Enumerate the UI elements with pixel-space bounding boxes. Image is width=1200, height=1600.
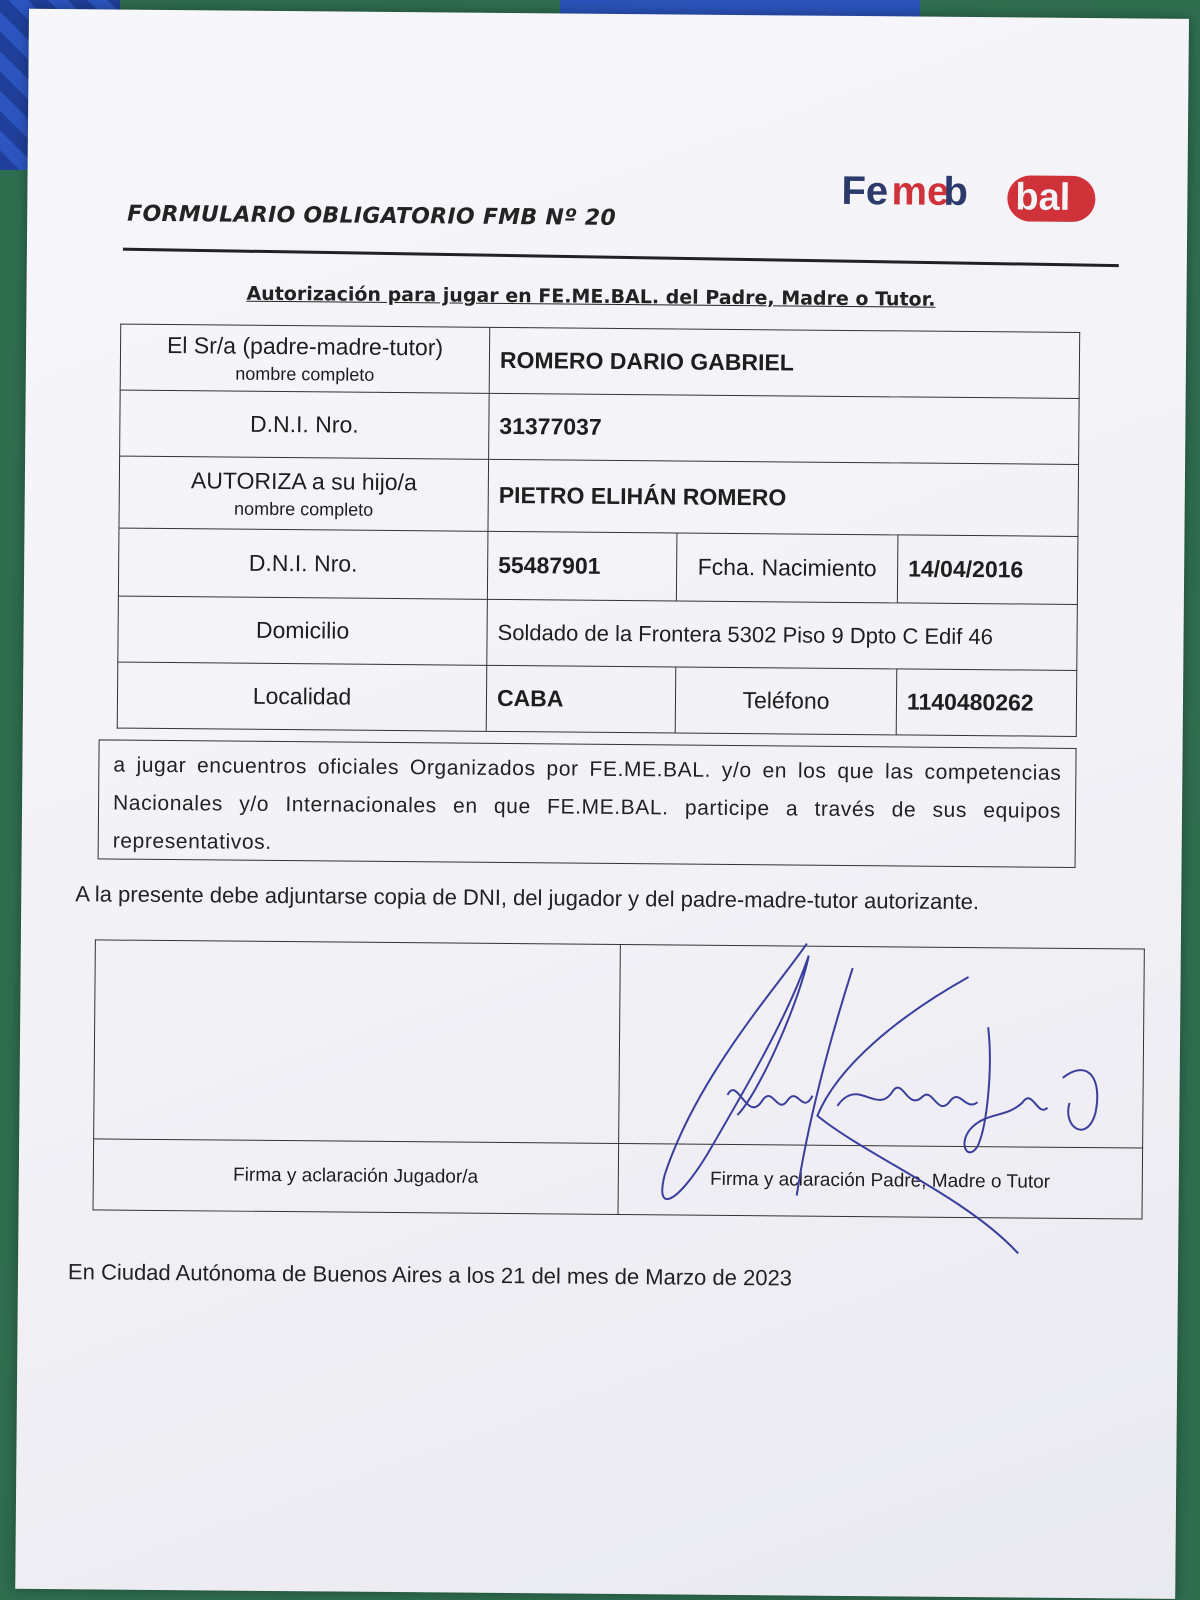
form-subtitle: Autorización para jugar en FE.ME.BAL. del Padre, Madre o Tutor. — [246, 282, 936, 311]
parent-dni-value: 31377037 — [489, 393, 1080, 464]
birth-date-value: 14/04/2016 — [897, 535, 1078, 605]
authorization-paragraph: a jugar encuentros oficiales Organizados por FE.ME.BAL. y/o en los que las competencias Nacionales y/o Internacionales en que FE.ME.BAL. participe a través de sus equipos representativos. — [98, 739, 1077, 868]
child-dni-row — [118, 528, 1078, 604]
parent-name-row — [120, 324, 1080, 398]
address-value: Soldado de la Frontera 5302 Piso 9 Dpto C Edif 46 — [487, 599, 1078, 670]
address-row — [118, 596, 1078, 670]
signature-caption-row — [93, 1139, 1143, 1219]
child-name-row — [119, 456, 1079, 536]
authorization-table — [117, 324, 1080, 737]
svg-text:bal: bal — [1015, 176, 1071, 219]
player-signature-box — [94, 940, 620, 1144]
parent-dni-label: D.N.I. Nro. — [120, 390, 490, 459]
player-signature-caption: Firma y aclaración Jugador/a — [93, 1139, 618, 1215]
child-dni-value: 55487901 — [487, 531, 677, 601]
form-title: FORMULARIO OBLIGATORIO FMB Nº 20 — [127, 201, 617, 231]
locality-label: Localidad — [117, 662, 487, 731]
parent-name-label-cell — [120, 324, 490, 393]
signature-space-row — [94, 940, 1145, 1148]
parent-dni-row — [120, 390, 1080, 464]
child-name-sublabel: nombre completo — [234, 498, 374, 520]
parent-name-sublabel: nombre completo — [235, 363, 375, 385]
signature-table — [93, 939, 1145, 1219]
phone-label: Teléfono — [675, 667, 897, 735]
parent-name-label: El Sr/a (padre-madre-tutor) — [166, 331, 444, 360]
svg-text:me: me — [891, 169, 950, 214]
parent-name-value: ROMERO DARIO GABRIEL — [489, 327, 1080, 398]
child-dni-label: D.N.I. Nro. — [118, 528, 488, 599]
child-name-label-cell — [119, 456, 489, 531]
femebal-logo — [841, 166, 1101, 224]
birth-date-label: Fcha. Nacimiento — [676, 533, 898, 603]
parent-signature-box — [618, 944, 1144, 1148]
place-and-date: En Ciudad Autónoma de Buenos Aires a los 21 del mes de Marzo de 2023 — [67, 1259, 793, 1291]
address-label: Domicilio — [118, 596, 488, 665]
svg-text:b: b — [943, 169, 969, 214]
title-divider — [123, 248, 1119, 268]
child-name-label: AUTORIZA a su hijo/a — [190, 466, 417, 495]
child-name-value: PIETRO ELIHÁN ROMERO — [488, 459, 1079, 536]
paper-sheet — [15, 9, 1189, 1599]
attachment-note: A la presente debe adjuntarse copia de DNI, del jugador y del padre-madre-tutor autorizante. — [75, 881, 980, 915]
parent-signature-caption: Firma y aclaración Padre, Madre o Tutor — [618, 1143, 1143, 1219]
locality-row — [117, 662, 1077, 736]
locality-value: CABA — [486, 665, 676, 733]
phone-value: 1140480262 — [896, 669, 1077, 737]
svg-text:Fe: Fe — [841, 168, 889, 214]
